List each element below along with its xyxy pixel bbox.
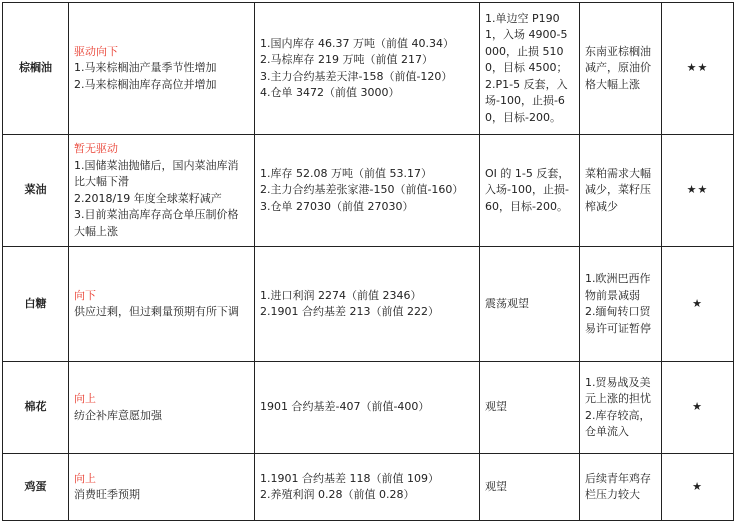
data-line: 1.国内库存 46.37 万吨（前值 40.34） [260,36,454,50]
rating-stars: ★★ [662,3,734,135]
driver-cell [69,454,255,521]
risk-line: 1.欧洲巴西作物前景减弱 [585,272,651,302]
risk-cell [580,135,662,247]
data-line: 1.1901 合约基差 118（前值 109） [260,471,439,485]
driver-cell [69,3,255,135]
risk-cell [580,362,662,454]
driver-line: 2.马来棕榈油库存高位并增加 [74,77,217,91]
commodity-table [2,2,734,521]
rating-stars: ★★ [662,135,734,247]
table-row [3,3,734,135]
risk-line: 后续青年鸡存栏压力较大 [585,471,651,501]
commodity-name: 菜油 [3,135,69,247]
strategy-line: 1.单边空 P1901，入场 4900-5000，止损 5100，目标 4500； [485,11,568,75]
strategy-line: 2.P1-5 反套，入场-100，止损-60，目标-200。 [485,77,568,124]
strategy-cell [480,454,580,521]
driver-title: 驱动向下 [74,44,118,58]
strategy-cell [480,3,580,135]
rating-stars: ★ [662,454,734,521]
risk-cell [580,247,662,362]
data-line: 2.1901 合约基差 213（前值 222） [260,305,439,318]
risk-cell [580,3,662,135]
data-line: 2.主力合约基差张家港-150（前值-160） [260,183,464,197]
data-line: 1.进口利润 2274（前值 2346） [260,288,422,302]
commodity-name: 棕榈油 [3,3,69,135]
commodity-name: 白糖 [3,247,69,362]
risk-line: 2.缅甸转口贸易许可证暂停 [585,305,651,335]
driver-title: 向下 [74,288,96,302]
rating-stars: ★ [662,362,734,454]
data-line: 4.仓单 3472（前值 3000） [260,86,400,99]
driver-cell [69,135,255,247]
driver-line: 2.2018/19 年度全球菜籽减产 [74,191,222,205]
rating-stars: ★ [662,247,734,362]
data-cell [255,135,480,247]
table-row [3,135,734,247]
driver-line: 纺企补库意愿加强 [74,408,162,422]
strategy-line: 观望 [485,479,507,493]
table-row [3,362,734,454]
strategy-line: OI 的 1-5 反套，入场-100，止损-60，目标-200。 [485,166,570,213]
data-line: 3.主力合约基差天津-158（前值-120） [260,69,453,83]
driver-line: 1.马来棕榈油产量季节性增加 [74,61,217,75]
strategy-line: 观望 [485,400,507,414]
risk-line: 1.贸易战及美元上涨的担忧 [585,375,651,405]
driver-cell [69,247,255,362]
strategy-line: 震荡观望 [485,296,529,310]
driver-line: 供应过剩，但过剩量预期有所下调 [74,305,239,318]
data-line: 2.马棕库存 219 万吨（前值 217） [260,53,433,66]
table-row [3,247,734,362]
data-line: 1.库存 52.08 万吨（前值 53.17） [260,166,432,180]
risk-line: 东南亚棕榈油减产，原油价格大幅上涨 [585,44,651,91]
data-line: 3.仓单 27030（前值 27030） [260,199,414,213]
data-line: 1901 合约基差-407（前值-400） [260,400,430,414]
driver-line: 3.目前菜油高库存高仓单压制价格大幅上涨 [74,208,239,238]
commodity-name: 鸡蛋 [3,454,69,521]
strategy-cell [480,247,580,362]
strategy-cell [480,362,580,454]
driver-line: 消费旺季预期 [74,488,140,501]
driver-title: 向上 [74,392,96,405]
table-row [3,454,734,521]
commodity-name: 棉花 [3,362,69,454]
data-cell [255,454,480,521]
driver-title: 向上 [74,471,96,485]
driver-title: 暂无驱动 [74,142,118,155]
risk-line: 2.库存较高，仓单流入 [585,408,651,438]
data-cell [255,3,480,135]
driver-cell [69,362,255,454]
risk-line: 菜粕需求大幅减少，菜籽压榨减少 [585,166,651,213]
data-cell [255,247,480,362]
driver-line: 1.国储菜油抛储后，国内菜油库消比大幅下滑 [74,158,239,188]
data-cell [255,362,480,454]
strategy-cell [480,135,580,247]
risk-cell [580,454,662,521]
data-line: 2.养殖利润 0.28（前值 0.28） [260,488,415,501]
